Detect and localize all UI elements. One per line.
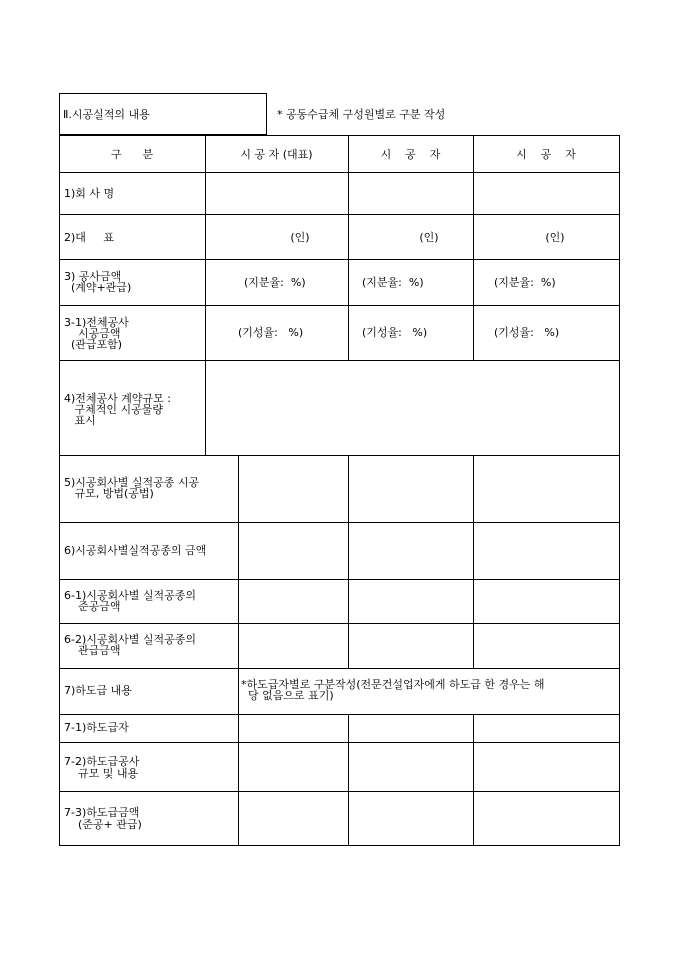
progress-ratio: (기성율: %) [238,326,304,339]
section-title: Ⅱ.시공실적의 내용 [63,108,150,121]
seal-mark: (인) [419,231,439,244]
header-contractor-2: 시 공 자 [380,148,441,161]
section-note: * 공동수급체 구성원별로 구분 작성 [277,108,446,121]
progress-ratio: (기성율: %) [362,326,428,339]
row-subcontract: 7)하도급 내용 [64,684,132,697]
header-contractor-3: 시 공 자 [516,148,576,161]
share-ratio: (지분율: %) [494,276,556,289]
row-work-amount: 6)시공회사별실적공종의 금액 [64,544,207,557]
seal-mark: (인) [545,231,565,244]
share-ratio: (지분율: %) [244,276,306,289]
header-contractor-lead: 시 공 자 (대표) [240,148,313,161]
row-subcontractor: 7-1)하도급자 [64,721,129,734]
progress-ratio: (기성율: %) [494,326,560,339]
share-ratio: (지분율: %) [362,276,424,289]
row-representative: 2)대 표 [64,231,115,244]
header-category: 구 분 [110,148,154,161]
seal-mark: (인) [290,231,310,244]
row-company-name: 1)회 사 명 [64,187,115,200]
